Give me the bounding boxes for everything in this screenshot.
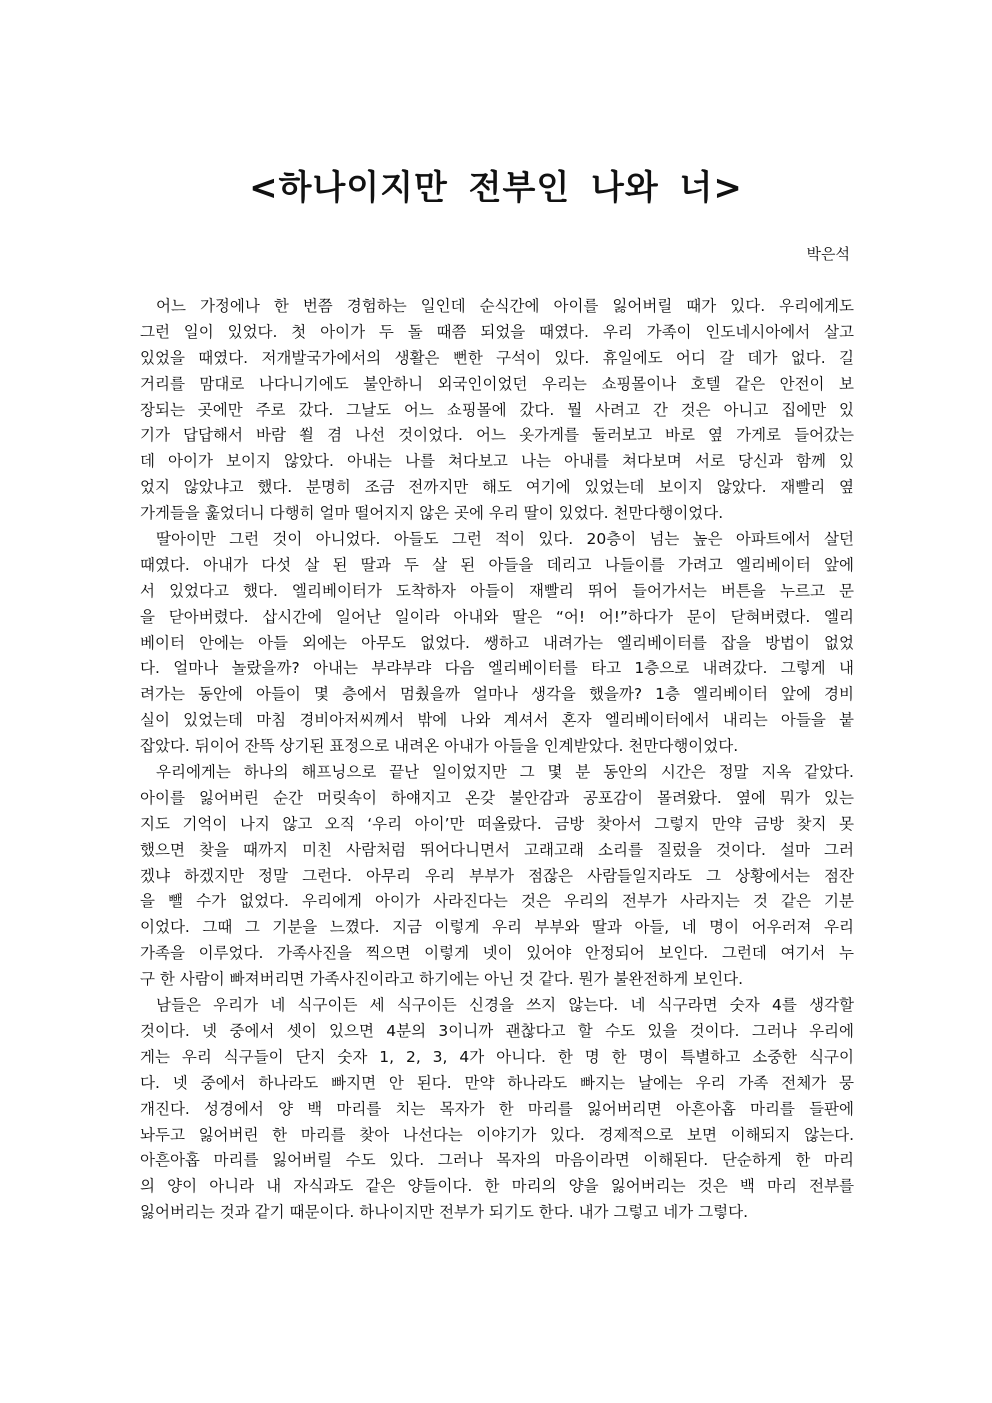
text-line: 을 뺄 수가 없었다. 우리에게 아이가 사라진다는 것은 우리의 전부가 사라지는 것 같은 기분 (140, 892, 854, 911)
text-line: 했으면 찾을 때까지 미친 사람처럼 뛰어다니면서 고래고래 소리를 질렀을 것이다. 설마 그러 (140, 840, 854, 859)
text-line: 기가 답답해서 바람 쐴 겸 나선 것이었다. 어느 옷가게를 둘러보고 바로 옆 가게로 들어갔는 (140, 426, 854, 445)
text-line: 잡았다. 뒤이어 잔뜩 상기된 표정으로 내려온 아내가 아들을 인계받았다. 천만다행이었다. (140, 737, 739, 756)
paragraph (140, 527, 854, 760)
text-line: 서 있었다고 했다. 엘리베이터가 도착하자 아들이 재빨리 뛰어 들어가서는 버튼을 누르고 문 (140, 581, 854, 600)
text-line: 겠냐 하겠지만 정말 그런다. 아무리 우리 부부가 점잖은 사람들일지라도 그 상황에서는 점잔 (140, 866, 854, 885)
text-line: 거리를 맘대로 나다니기에도 불안하니 외국인이었던 우리는 쇼핑몰이나 호텔 같은 안전이 보 (140, 374, 854, 393)
document-title: <하나이지만 전부인 나와 너> (249, 168, 743, 208)
document-body (140, 294, 854, 1226)
text-line: 실이 있었는데 마침 경비아저씨께서 밖에 나와 계셔서 혼자 엘리베이터에서 내리는 아들을 붙 (140, 711, 854, 730)
text-line: 지도 기억이 나지 않고 오직 ‘우리 아이’만 떠올랐다. 금방 찾아서 그렇지 만약 금방 찾지 못 (140, 814, 854, 833)
text-line: 가게들을 훑었더니 다행히 얼마 떨어지지 않은 곳에 우리 딸이 있었다. 천만다행이었다. (140, 504, 724, 523)
text-line: 다. 넷 중에서 하나라도 빠지면 안 된다. 만약 하나라도 빠지는 날에는 우리 가족 전체가 뭉 (140, 1073, 854, 1092)
text-line: 게는 우리 식구들이 단지 숫자 1, 2, 3, 4가 아니다. 한 명 한 명이 특별하고 소중한 식구이 (140, 1047, 854, 1066)
text-line: 려가는 동안에 아들이 몇 층에서 멈췄을까 얼마나 생각을 했을까? 1층 엘리베이터 앞에 경비 (140, 685, 854, 704)
text-line: 그런 일이 있었다. 첫 아이가 두 돌 때쯤 되었을 때였다. 우리 가족이 인도네시아에서 살고 (140, 322, 854, 341)
paragraph (140, 294, 854, 527)
text-line: 것이다. 넷 중에서 셋이 있으면 4분의 3이니까 괜찮다고 할 수도 있을 것이다. 그러나 우리에 (140, 1021, 854, 1040)
text-line: 구 한 사람이 빠져버리면 가족사진이라고 하기에는 아닌 것 같다. 뭔가 불완전하게 보인다. (140, 970, 744, 989)
text-line: 의 양이 아니라 내 자식과도 같은 양들이다. 한 마리의 양을 잃어버리는 것은 백 마리 전부를 (140, 1177, 854, 1196)
paragraph (140, 760, 854, 993)
paragraph (140, 993, 854, 1226)
text-line: 놔두고 잃어버린 한 마리를 찾아 나선다는 이야기가 있다. 경제적으로 보면 이해되지 않는다. (140, 1125, 854, 1144)
text-line: 때였다. 아내가 다섯 살 된 딸과 두 살 된 아들을 데리고 나들이를 가려고 엘리베이터 앞에 (140, 555, 854, 574)
text-line: 베이터 안에는 아들 외에는 아무도 없었다. 쌩하고 내려가는 엘리베이터를 잡을 방법이 없었 (140, 633, 854, 652)
text-line: 남들은 우리가 네 식구이든 세 식구이든 신경을 쓰지 않는다. 네 식구라면 숫자 4를 생각할 (156, 996, 854, 1015)
text-line: 데 아이가 보이지 않았다. 아내는 나를 쳐다보고 나는 아내를 쳐다보며 서로 당신과 함께 있 (140, 452, 854, 471)
text-line: 아흔아홉 마리를 잃어버릴 수도 있다. 그러나 목자의 마음이라면 이해된다. 단순하게 한 마리 (140, 1151, 854, 1170)
text-line: 다. 얼마나 놀랐을까? 아내는 부랴부랴 다음 엘리베이터를 타고 1층으로 내려갔다. 그렇게 내 (140, 659, 854, 678)
text-line: 있었을 때였다. 저개발국가에서의 생활은 뻔한 구석이 있다. 휴일에도 어디 갈 데가 없다. 길 (140, 348, 854, 367)
author-name: 박은석 (806, 245, 850, 263)
text-line: 이었다. 그때 그 기분을 느꼈다. 지금 이렇게 우리 부부와 딸과 아들, 네 명이 어우러져 우리 (140, 918, 854, 937)
text-line: 딸아이만 그런 것이 아니었다. 아들도 그런 적이 있다. 20층이 넘는 높은 아파트에서 살던 (156, 530, 854, 549)
text-line: 아이를 잃어버린 순간 머릿속이 하얘지고 온갖 불안감과 공포감이 몰려왔다. 옆에 뭐가 있는 (140, 788, 854, 807)
text-line: 어느 가정에나 한 번쯤 경험하는 일인데 순식간에 아이를 잃어버릴 때가 있다. 우리에게도 (156, 297, 854, 315)
text-line: 었지 않았냐고 했다. 분명히 조금 전까지만 해도 여기에 있었는데 보이지 않았다. 재빨리 옆 (140, 478, 854, 497)
text-line: 잃어버리는 것과 같기 때문이다. 하나이지만 전부가 되기도 한다. 내가 그렇고 네가 그렇다. (140, 1203, 749, 1222)
text-line: 장되는 곳에만 주로 갔다. 그날도 어느 쇼핑몰에 갔다. 뭘 사려고 간 것은 아니고 집에만 있 (140, 400, 854, 419)
text-line: 개진다. 성경에서 양 백 마리를 치는 목자가 한 마리를 잃어버리면 아흔아홉 마리를 들판에 (140, 1099, 854, 1118)
text-line: 우리에게는 하나의 해프닝으로 끝난 일이었지만 그 몇 분 동안의 시간은 정말 지옥 같았다. (156, 763, 854, 782)
text-line: 가족을 이루었다. 가족사진을 찍으면 이렇게 넷이 있어야 안정되어 보인다. 그런데 여기서 누 (140, 944, 854, 963)
text-line: 을 닫아버렸다. 삽시간에 일어난 일이라 아내와 딸은 “어! 어!”하다가 문이 닫혀버렸다. 엘리 (140, 607, 854, 626)
